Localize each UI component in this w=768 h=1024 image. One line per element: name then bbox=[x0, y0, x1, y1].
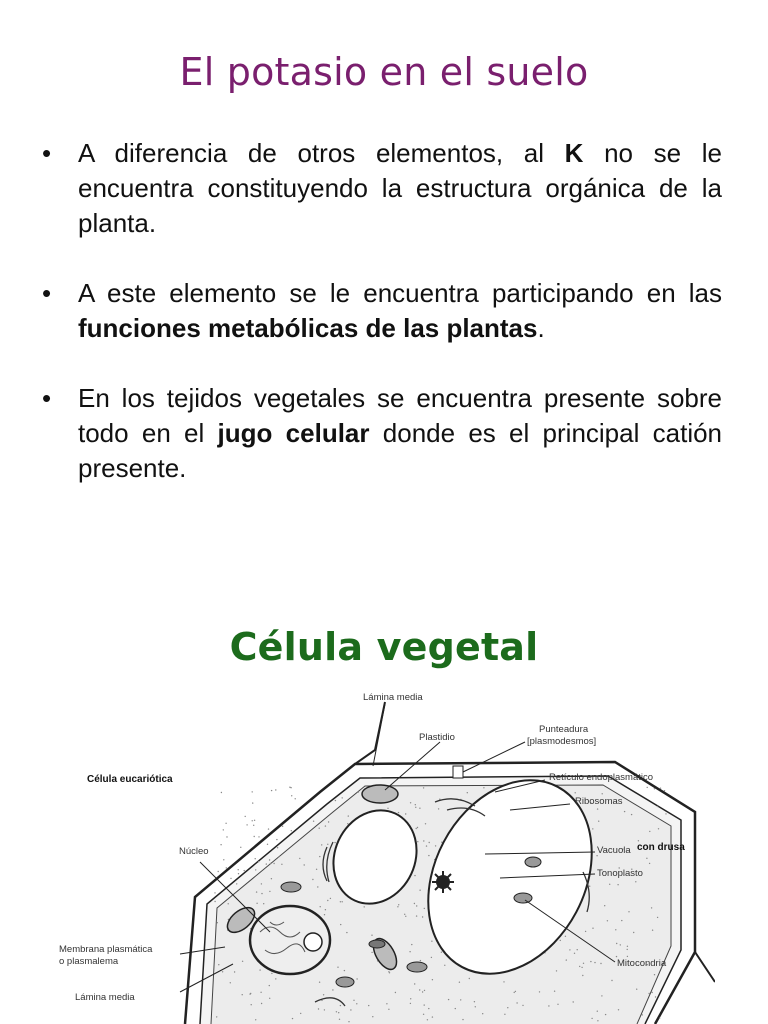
label-plasmodesmos: [plasmodesmos] bbox=[527, 736, 597, 747]
druse-crystal bbox=[432, 871, 454, 893]
bullet-text: A este elemento se le encuentra participando en las bbox=[78, 278, 722, 308]
bullet-emphasis: K bbox=[564, 138, 584, 168]
mitochondrion bbox=[407, 962, 427, 972]
bullet-text: En los tejidos vegetales se encuentra presente sobre todo en el bbox=[78, 383, 722, 448]
neighbor-wall bbox=[355, 702, 385, 764]
label-punteadura: Punteadura bbox=[539, 724, 589, 735]
mitochondrion bbox=[336, 977, 354, 987]
label-plasmalema: o plasmalema bbox=[59, 956, 119, 967]
mitochondrion bbox=[514, 893, 532, 903]
bullet-list bbox=[42, 136, 722, 521]
plant-cell-diagram bbox=[55, 682, 715, 1024]
bullet-text: donde es el principal catión presente. bbox=[78, 418, 723, 483]
label-ribosomas: Ribosomas bbox=[575, 796, 623, 807]
diagram-heading: Célula eucariótica bbox=[87, 774, 173, 785]
mitochondrion bbox=[525, 857, 541, 867]
slide-title: El potasio en el suelo bbox=[179, 50, 589, 94]
bullet-emphasis: funciones metabólicas de las plantas bbox=[78, 313, 538, 343]
label-reticulo: Retículo endoplasmático bbox=[549, 772, 654, 783]
plasmodesma bbox=[453, 766, 463, 778]
label-lamina-media-bottom: Lámina media bbox=[75, 992, 135, 1003]
bullet-item bbox=[42, 276, 722, 346]
bullet-text: no se le encuentra constituyendo la estructura orgánica de la planta. bbox=[78, 138, 722, 238]
mitochondrion bbox=[281, 882, 301, 892]
plastid bbox=[362, 785, 398, 803]
label-nucleo: Núcleo bbox=[179, 846, 209, 857]
bullet-item bbox=[42, 136, 722, 241]
golgi bbox=[369, 940, 385, 948]
bullet-text: A diferencia de otros elementos, al bbox=[78, 138, 565, 168]
label-tonoplasto: Tonoplasto bbox=[597, 868, 643, 879]
label-con-drusa: con drusa bbox=[637, 842, 685, 853]
nucleolus bbox=[304, 933, 322, 951]
neighbor-wall bbox=[695, 952, 715, 982]
label-membrana: Membrana plasmática bbox=[59, 944, 153, 955]
label-mitocondria: Mitocondria bbox=[617, 958, 667, 969]
section-title: Célula vegetal bbox=[229, 625, 539, 669]
label-plastidio: Plastidio bbox=[419, 732, 455, 743]
bullet-emphasis: jugo celular bbox=[217, 418, 370, 448]
bullet-text: . bbox=[537, 313, 545, 343]
bullet-item bbox=[42, 381, 722, 486]
label-lamina-media-top: Lámina media bbox=[363, 692, 423, 703]
label-vacuola: Vacuola bbox=[597, 845, 631, 856]
